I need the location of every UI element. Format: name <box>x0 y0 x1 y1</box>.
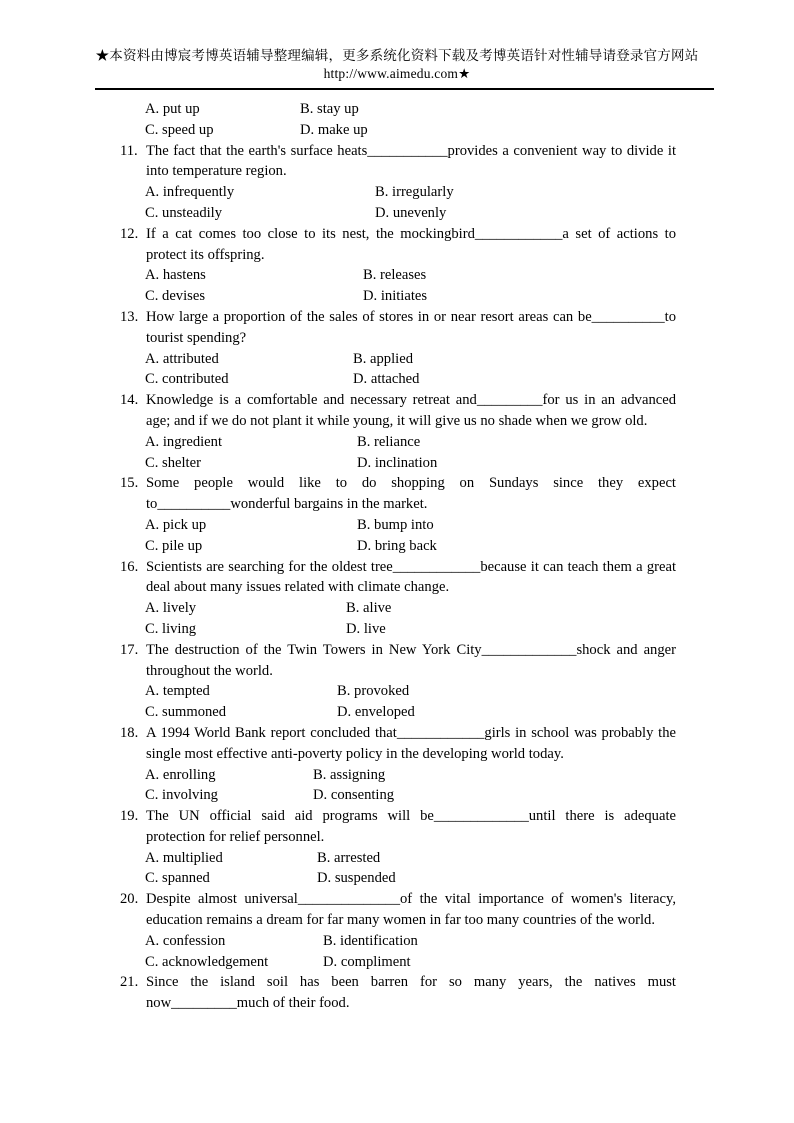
option-c: C. pile up <box>145 537 203 554</box>
options-row <box>120 182 676 203</box>
option-d: D. enveloped <box>337 704 415 721</box>
question-text: A 1994 World Bank report concluded that____________girls in school was probably the single most effective anti-poverty policy in the developing world today. <box>146 724 676 762</box>
question-number: 13. <box>120 308 139 325</box>
question <box>120 557 676 599</box>
question-text: If a cat comes too close to its nest, the mockingbird____________a set of actions to protect its offspring. <box>146 225 676 263</box>
question-number: 12. <box>120 225 139 242</box>
options-row <box>120 369 676 390</box>
question-text: How large a proportion of the sales of stores in or near resort areas can be__________to tourist spending? <box>146 308 676 346</box>
question-number: 20. <box>120 891 139 908</box>
option-c: C. shelter <box>145 454 201 471</box>
question-list <box>120 99 676 1014</box>
options-row <box>120 286 676 307</box>
question-text: Scientists are searching for the oldest tree____________because it can teach them a great deal about many issues related with climate change. <box>146 558 676 596</box>
question-text: The UN official said aid programs will be_____________until there is adequate protection for relief personnel. <box>146 808 676 845</box>
option-c: C. involving <box>145 787 218 804</box>
document-header <box>0 0 794 83</box>
options-row <box>120 619 676 640</box>
option-c: C. contributed <box>145 371 229 388</box>
question <box>120 640 676 682</box>
question-number: 14. <box>120 392 139 409</box>
question <box>120 723 676 765</box>
question-number: 17. <box>120 641 139 658</box>
option-c: C. acknowledgement <box>145 953 269 970</box>
option-d: D. suspended <box>317 870 396 887</box>
options-row <box>120 265 676 286</box>
option-b: B. stay up <box>300 101 359 117</box>
question-text: Knowledge is a comfortable and necessary retreat and_________for us in an advanced age; and if we do not plant it while young, it will give us no shade when we grow old. <box>146 392 676 429</box>
option-b: B. releases <box>363 267 427 284</box>
option-a: A. put up <box>145 101 200 117</box>
option-a: A. lively <box>145 600 197 617</box>
option-b: B. applied <box>353 350 413 367</box>
option-c: C. spanned <box>145 870 210 887</box>
header-divider <box>95 88 714 90</box>
option-d: D. initiates <box>363 288 428 305</box>
option-a: A. enrolling <box>145 766 216 783</box>
option-b: B. reliance <box>357 433 421 450</box>
options-row <box>120 515 676 536</box>
option-d: D. bring back <box>357 537 437 554</box>
options-row <box>120 681 676 702</box>
options-row <box>120 868 676 889</box>
option-c: C. devises <box>145 288 205 305</box>
options-row <box>120 536 676 557</box>
option-a: A. tempted <box>145 683 210 700</box>
question-number: 21. <box>120 974 139 991</box>
option-c: C. summoned <box>145 704 227 721</box>
option-b: B. identification <box>323 932 418 949</box>
options-row <box>120 453 676 474</box>
options-row <box>120 785 676 806</box>
option-c: C. unsteadily <box>145 204 223 221</box>
options-row <box>120 432 676 453</box>
question-number: 15. <box>120 475 139 492</box>
options-row <box>120 702 676 723</box>
options-row <box>120 99 676 120</box>
question-text: Despite almost universal______________of the vital importance of women's literacy, education remains a dream for far many women in far too many countries of the world. <box>146 891 676 929</box>
options-row <box>120 931 676 952</box>
options-row <box>120 120 676 141</box>
option-a: A. infrequently <box>145 184 235 201</box>
option-b: B. bump into <box>357 516 434 533</box>
option-b: B. irregularly <box>375 184 454 201</box>
question <box>120 141 676 183</box>
option-c: C. living <box>145 620 197 637</box>
option-b: B. arrested <box>317 849 381 866</box>
question-number: 19. <box>120 808 139 825</box>
options-row <box>120 349 676 370</box>
option-d: D. unevenly <box>375 204 447 221</box>
question-text: Some people would like to do shopping on Sundays since they expect to__________wonderful bargains in the market. <box>146 475 676 513</box>
question <box>120 889 676 931</box>
options-row <box>120 598 676 619</box>
question-text: The destruction of the Twin Towers in New York City_____________shock and anger throughout the world. <box>146 641 676 679</box>
option-b: B. assigning <box>313 766 386 783</box>
option-c: C. speed up <box>145 121 214 138</box>
question-text: Since the island soil has been barren for so many years, the natives must now_________much of their food. <box>146 974 676 1012</box>
option-d: D. compliment <box>323 953 411 970</box>
header-url: http://www.aimedu.com★ <box>323 66 471 81</box>
question-number: 16. <box>120 558 139 575</box>
option-d: D. attached <box>353 371 420 388</box>
option-d: D. live <box>346 620 386 637</box>
options-row <box>120 848 676 869</box>
option-b: B. alive <box>346 600 392 617</box>
option-d: D. inclination <box>357 454 438 471</box>
option-a: A. confession <box>145 932 226 949</box>
question <box>120 307 676 349</box>
option-d: D. make up <box>300 121 368 138</box>
header-notice: ★本资料由博宸考博英语辅导整理编辑，更多系统化资料下载及考博英语针对性辅导请登录官方网站 <box>95 48 699 63</box>
question-number: 11. <box>120 142 138 159</box>
question-number: 18. <box>120 724 139 741</box>
question <box>120 224 676 266</box>
option-a: A. multiplied <box>145 849 223 866</box>
option-b: B. provoked <box>337 683 410 700</box>
question <box>120 473 676 515</box>
option-a: A. attributed <box>145 350 219 367</box>
options-row <box>120 952 676 973</box>
option-a: A. hastens <box>145 267 206 284</box>
question-text: The fact that the earth's surface heats___________provides a convenient way to divide it into temperature region. <box>146 142 676 180</box>
options-row <box>120 203 676 224</box>
option-a: A. ingredient <box>145 433 223 450</box>
question <box>120 806 676 848</box>
option-a: A. pick up <box>145 516 207 533</box>
options-row <box>120 765 676 786</box>
question <box>120 390 676 432</box>
option-d: D. consenting <box>313 787 395 804</box>
question <box>120 972 676 1014</box>
